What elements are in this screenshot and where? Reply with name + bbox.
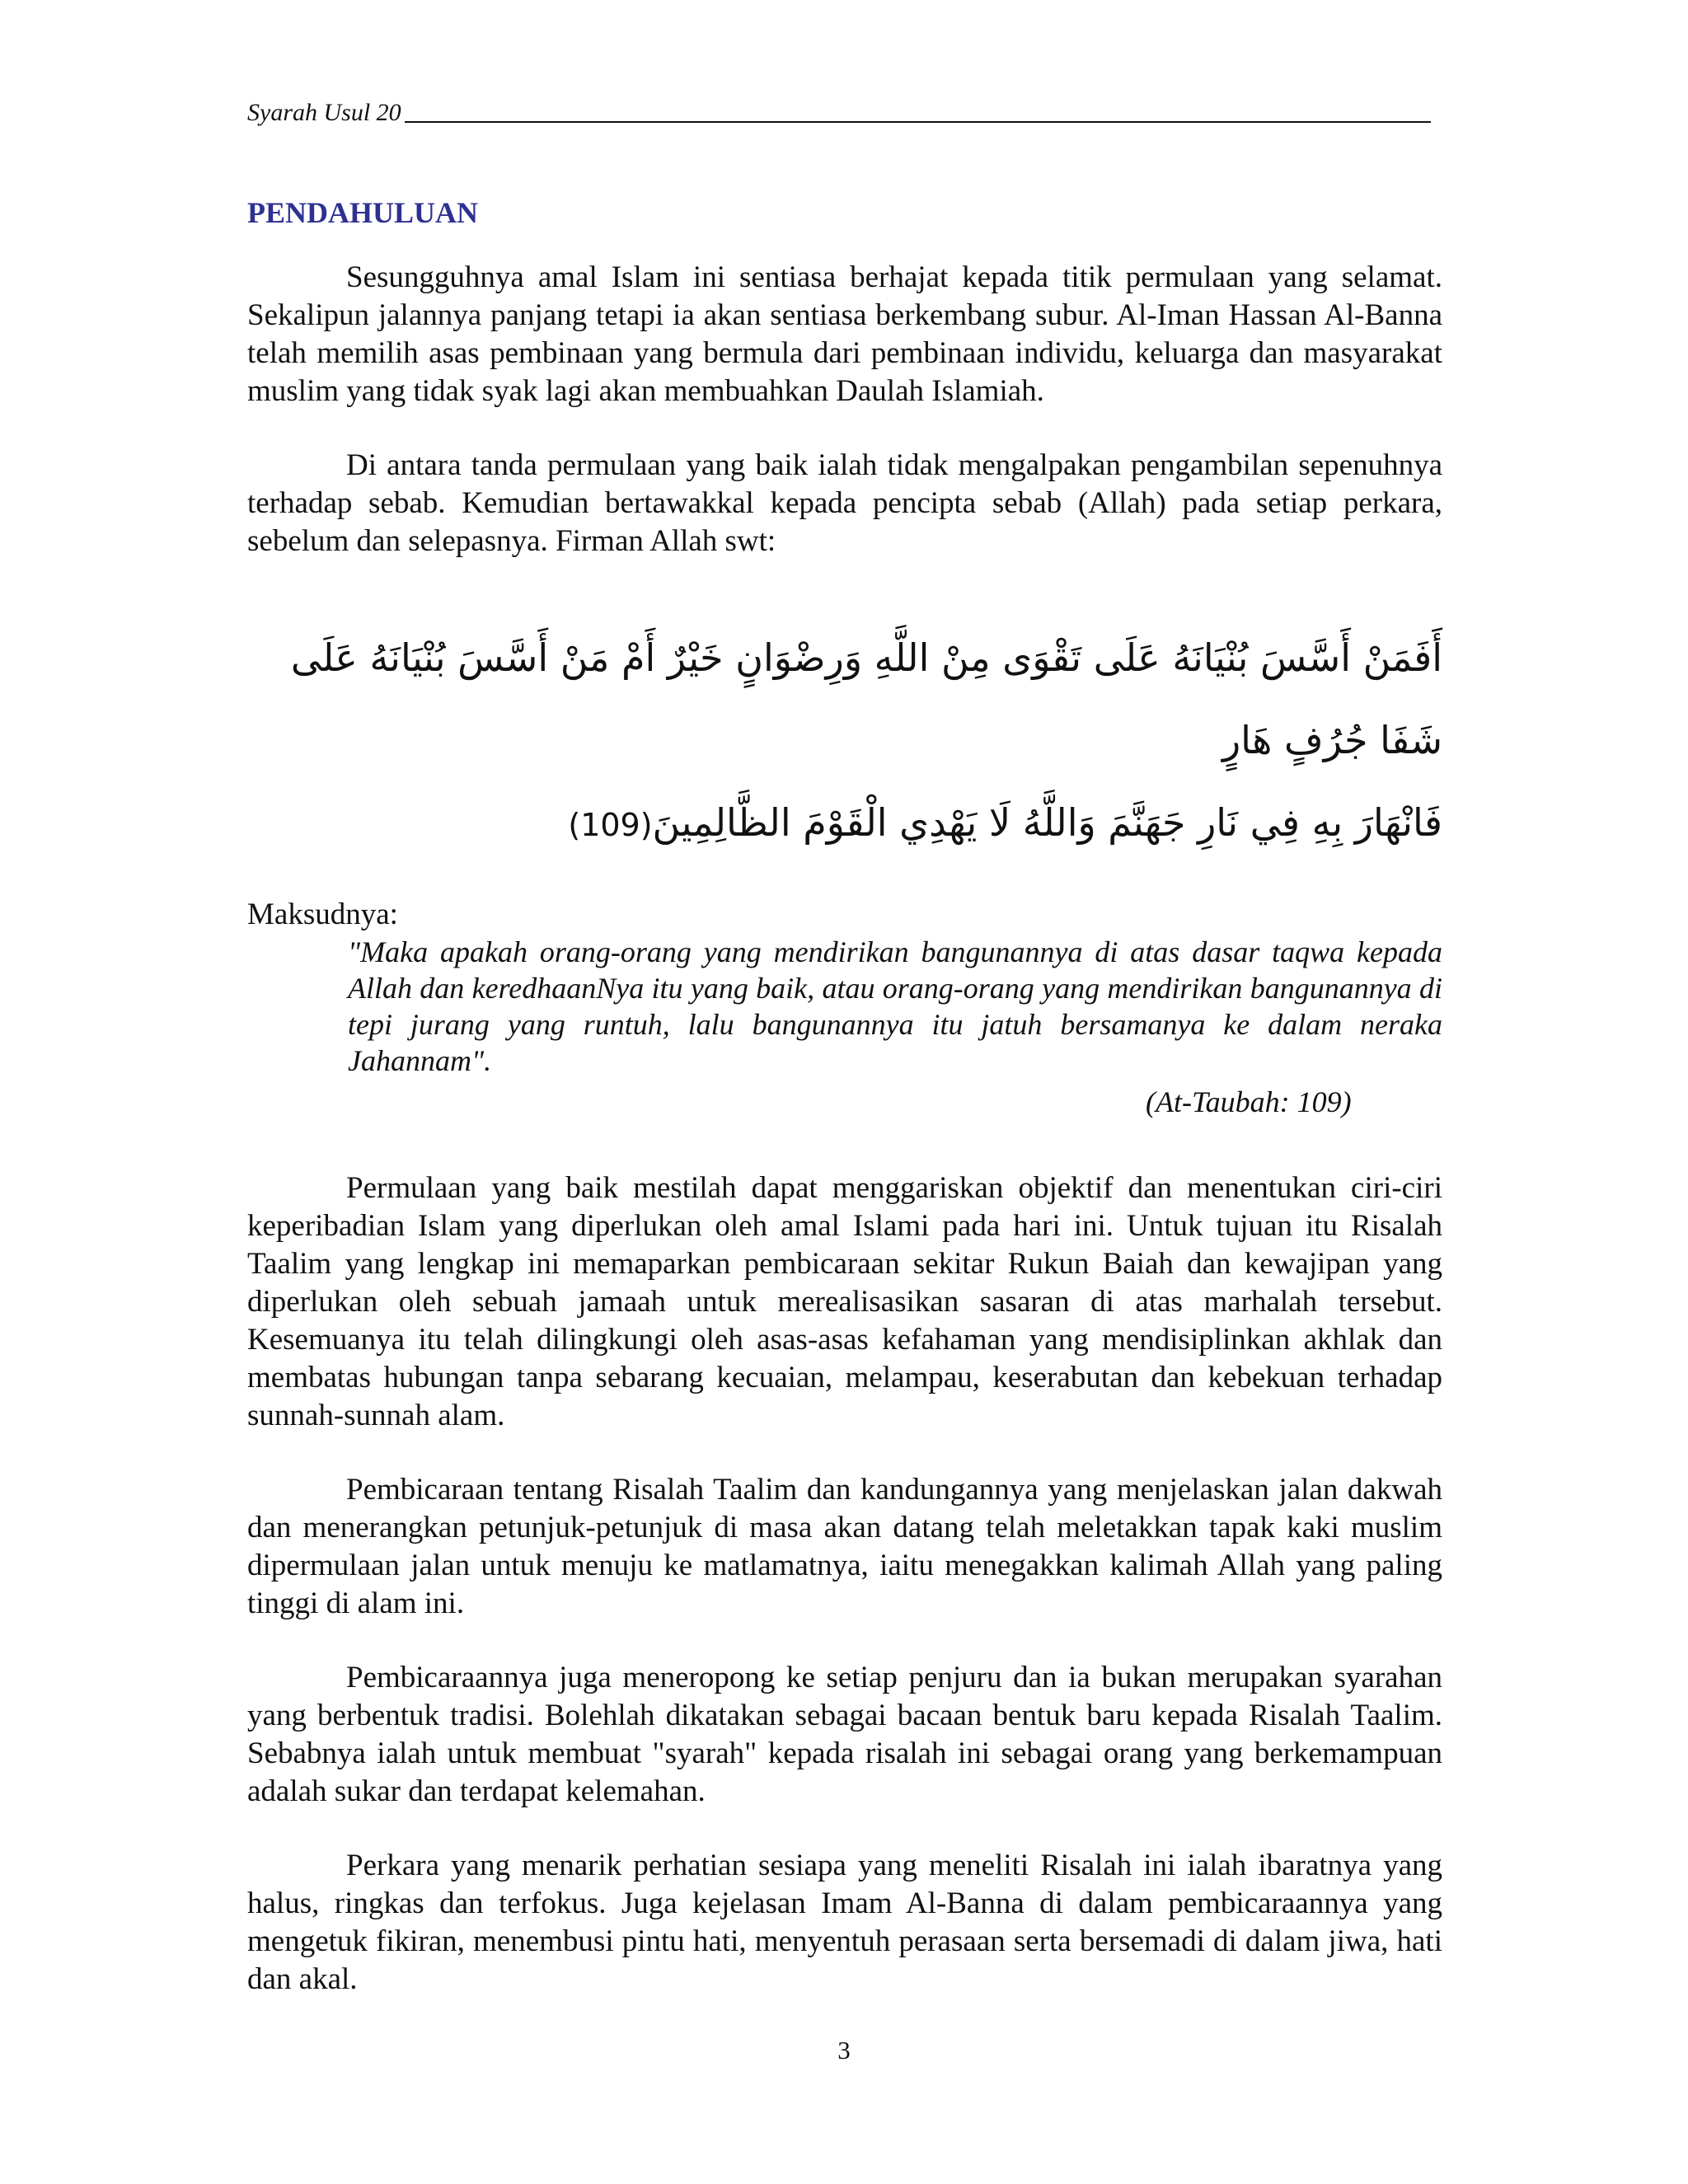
verse-line-2: فَانْهَارَ بِهِ فِي نَارِ جَهَنَّمَ وَاللَّهُ لَا يَهْدِي الْقَوْمَ الظَّالِمِينَ bbox=[652, 800, 1442, 845]
paragraph-3: Permulaan yang baik mestilah dapat menggariskan objektif dan menentukan ciri-ciri keperibadian Islam yang diperlukan oleh amal Islami pada hari ini. Untuk tujuan itu Risalah Taalim yang lengkap ini memaparkan pembicaraan sekitar Rukun Baiah dan kewajipan yang diperlukan oleh sebuah jamaah untuk merealisasikan sasaran di atas marhalah tersebut. Kesemuanya itu telah dilingkungi oleh asas-asas kefahaman yang mendisiplinkan akhlak dan membatas hubungan tanpa sebarang kecuaian, melampau, keserabutan dan kebekuan terhadap sunnah-sunnah alam. bbox=[247, 1171, 1442, 1432]
header-rule bbox=[405, 121, 1431, 123]
paragraph-1: Sesungguhnya amal Islam ini sentiasa berhajat kepada titik permulaan yang selamat. Sekalipun jalannya panjang tetapi ia akan sentiasa berkembang subur. Al-Iman Hassan Al-Banna telah memilih asas pembinaan yang bermula dari pembinaan individu, keluarga dan masyarakat muslim yang tidak syak lagi akan membuahkan Daulah Islamiah. bbox=[247, 260, 1442, 408]
verse-reference: (At-Taubah: 109) bbox=[1146, 1085, 1352, 1118]
translation-label: Maksudnya: bbox=[247, 898, 398, 931]
verse-line-1: أَفَمَنْ أَسَّسَ بُنْيَانَهُ عَلَى تَقْوَى مِنْ اللَّهِ وَرِضْوَانٍ خَيْرٌ أَمْ مَنْ أَسَّسَ بُنْيَانَهُ عَلَى شَفَا جُرُفٍ هَارٍ bbox=[290, 635, 1442, 762]
section-title: PENDAHULUAN bbox=[247, 196, 479, 229]
page-number: 3 bbox=[837, 2036, 851, 2064]
paragraph-4: Pembicaraan tentang Risalah Taalim dan kandungannya yang menjelaskan jalan dakwah dan menerangkan petunjuk-petunjuk di masa akan datang telah meletakkan tapak kaki muslim dipermulaan jalan untuk menuju ke matlamatnya, iaitu menegakkan kalimah Allah yang paling tinggi di alam ini. bbox=[247, 1473, 1442, 1620]
paragraph-5: Pembicaraannya juga meneropong ke setiap penjuru dan ia bukan merupakan syarahan yang berbentuk tradisi. Bolehlah dikatakan sebagai bacaan bentuk baru kepada Risalah Taalim. Sebabnya ialah untuk membuat "syarah" kepada risalah ini sebagai orang yang berkemampuan adalah sukar dan terdapat kelemahan. bbox=[247, 1661, 1442, 1808]
paragraph-2: Di antara tanda permulaan yang baik ialah tidak mengalpakan pengambilan sepenuhnya terhadap sebab. Kemudian bertawakkal kepada pencipta sebab (Allah) pada setiap perkara, sebelum dan selepasnya. Firman Allah swt: bbox=[247, 448, 1442, 558]
running-header-title: Syarah Usul 20 bbox=[247, 99, 401, 126]
verse-line-2-wrap bbox=[247, 781, 1442, 866]
page-content bbox=[247, 194, 1442, 2035]
translation-quote: "Maka apakah orang-orang yang mendirikan bangunannya di atas dasar taqwa kepada Allah dan keredhaanNya itu yang baik, atau orang-orang yang mendirikan bangunannya di tepi jurang yang runtuh, lalu bangunannya itu jatuh bersamanya ke dalam neraka Jahannam". bbox=[348, 935, 1442, 1077]
page-header bbox=[247, 101, 1431, 125]
quran-verse bbox=[247, 616, 1442, 866]
paragraph-6: Perkara yang menarik perhatian sesiapa yang meneliti Risalah ini ialah ibaratnya yang halus, ringkas dan terfokus. Juga kejelasan Imam Al-Banna di dalam pembicaraannya yang mengetuk fikiran, menembusi pintu hati, menyentuh perasaan serta bersemadi di dalam jiwa, hati dan akal. bbox=[247, 1849, 1442, 1996]
verse-number: (109) bbox=[568, 807, 653, 843]
